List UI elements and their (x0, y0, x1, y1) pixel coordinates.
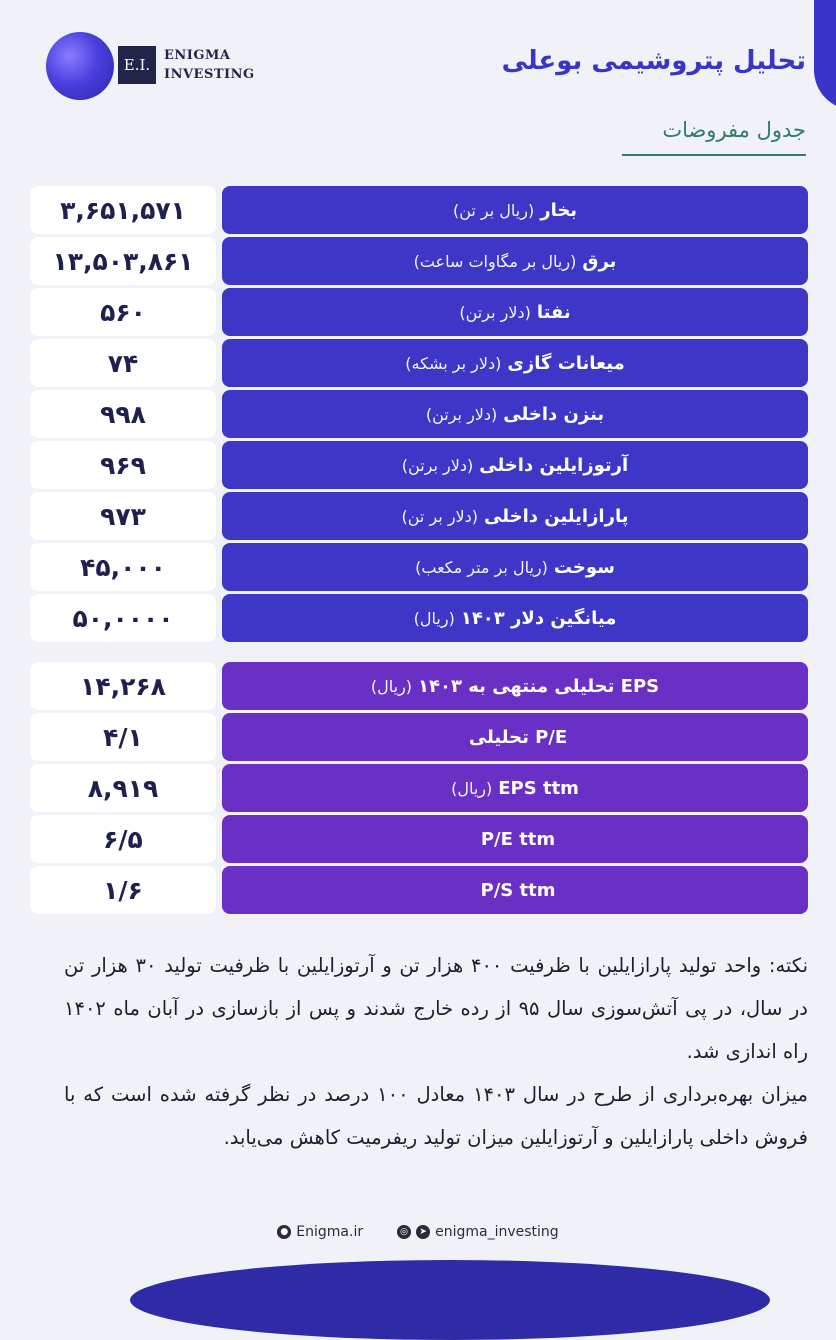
bottom-decoration (130, 1260, 770, 1340)
assumptions-table (30, 186, 808, 917)
row-name: برق (582, 250, 617, 272)
row-unit: (دلار برتن) (425, 404, 498, 424)
row-unit: (ریال بر تن) (452, 200, 535, 220)
row-label (222, 288, 808, 336)
note-paragraph-1: نکته: واحد تولید پارازایلین با ظرفیت ۴۰۰ هزار تن و آرتوزایلین با ظرفیت تولید ۳۰ هزار تن در سال، در پی آتش‌سوزی سال ۹۵ از رده خارج شدند و پس از بازسازی در آبان ماه ۱۴۰۲ راه اندازی شد. (64, 954, 808, 1063)
row-label (222, 492, 808, 540)
row-name: آرتوزایلین داخلی (479, 454, 629, 476)
row-value: ۱۴,۲۶۸ (30, 662, 216, 710)
row-value: ۱۳,۵۰۳,۸۶۱ (30, 237, 216, 285)
row-name: نفتا (536, 301, 571, 323)
row-label (222, 186, 808, 234)
row-value: ۷۴ (30, 339, 216, 387)
note-text (64, 944, 808, 1159)
footer-social-text: enigma_investing (435, 1224, 559, 1240)
table-row (30, 764, 808, 812)
telegram-icon: ➤ (416, 1225, 430, 1239)
row-label (222, 594, 808, 642)
row-value: ۳,۶۵۱,۵۷۱ (30, 186, 216, 234)
row-unit: (دلار برتن) (401, 455, 474, 475)
inputs-group (30, 186, 808, 642)
logo-circle-icon (46, 32, 114, 100)
page-title: تحلیل پتروشیمی بوعلی (501, 46, 806, 76)
logo-mark: E.I. (118, 46, 156, 84)
row-value: ۹۶۹ (30, 441, 216, 489)
globe-icon: ● (277, 1225, 291, 1239)
row-label (222, 662, 808, 710)
page-subtitle: جدول مفروضات (622, 118, 806, 156)
note-paragraph-2: میزان بهره‌برداری از طرح در سال ۱۴۰۳ معادل ۱۰۰ درصد در نظر گرفته شده است که با فروش داخلی پارازایلین و آرتوزایلین میزان تولید ریفرمیت کاهش می‌یابد. (64, 1083, 808, 1149)
row-unit: (ریال) (370, 676, 413, 696)
table-row (30, 186, 808, 234)
row-value: ۴/۱ (30, 713, 216, 761)
row-name: میعانات گازی (507, 352, 625, 374)
row-value: ۹۹۸ (30, 390, 216, 438)
table-row (30, 339, 808, 387)
row-unit: (دلار بر بشکه) (405, 353, 502, 373)
row-value: ۹۷۳ (30, 492, 216, 540)
row-name: EPS تحلیلی منتهی به ۱۴۰۳ (418, 675, 660, 697)
row-value: ۸,۹۱۹ (30, 764, 216, 812)
row-label (222, 441, 808, 489)
row-value: ۱/۶ (30, 866, 216, 914)
footer-site[interactable] (277, 1224, 363, 1240)
row-label (222, 543, 808, 591)
row-label (222, 764, 808, 812)
row-name: بخار (540, 199, 578, 221)
table-row (30, 543, 808, 591)
footer-site-text: Enigma.ir (296, 1224, 364, 1240)
row-label (222, 237, 808, 285)
table-row (30, 713, 808, 761)
table-row (30, 390, 808, 438)
table-row (30, 492, 808, 540)
brand-logo (46, 32, 266, 102)
corner-decoration (814, 0, 836, 110)
row-unit: (دلار بر تن) (401, 506, 479, 526)
row-label (222, 713, 808, 761)
instagram-icon: ◎ (397, 1225, 411, 1239)
table-row (30, 288, 808, 336)
row-value: ۵۰,۰۰۰۰ (30, 594, 216, 642)
row-name: P/E ttm (480, 828, 556, 850)
results-group (30, 662, 808, 914)
row-label (222, 815, 808, 863)
table-row (30, 594, 808, 642)
row-unit: (ریال بر مگاوات ساعت) (413, 251, 577, 271)
table-row (30, 815, 808, 863)
row-unit: (دلار برتن) (459, 302, 531, 322)
row-name: پارازایلین داخلی (484, 505, 629, 527)
row-label (222, 339, 808, 387)
footer (0, 1224, 836, 1240)
logo-line-2: INVESTING (164, 67, 255, 82)
table-row (30, 662, 808, 710)
row-name: سوخت (553, 556, 615, 578)
row-value: ۶/۵ (30, 815, 216, 863)
table-row (30, 237, 808, 285)
table-row (30, 866, 808, 914)
logo-text (164, 46, 255, 84)
table-row (30, 441, 808, 489)
row-name: P/E تحلیلی (468, 726, 568, 748)
logo-line-1: ENIGMA (164, 48, 231, 63)
row-label (222, 866, 808, 914)
row-name: بنزن داخلی (503, 403, 605, 425)
footer-social[interactable] (397, 1224, 559, 1240)
row-name: EPS ttm (498, 777, 579, 799)
row-unit: (ریال) (451, 778, 493, 798)
row-name: P/S ttm (480, 879, 556, 901)
row-unit: (ریال بر متر مکعب) (415, 557, 548, 577)
row-value: ۵۶۰ (30, 288, 216, 336)
row-unit: (ریال) (413, 608, 455, 628)
row-name: میانگین دلار ۱۴۰۳ (460, 607, 617, 629)
row-label (222, 390, 808, 438)
row-value: ۴۵,۰۰۰ (30, 543, 216, 591)
